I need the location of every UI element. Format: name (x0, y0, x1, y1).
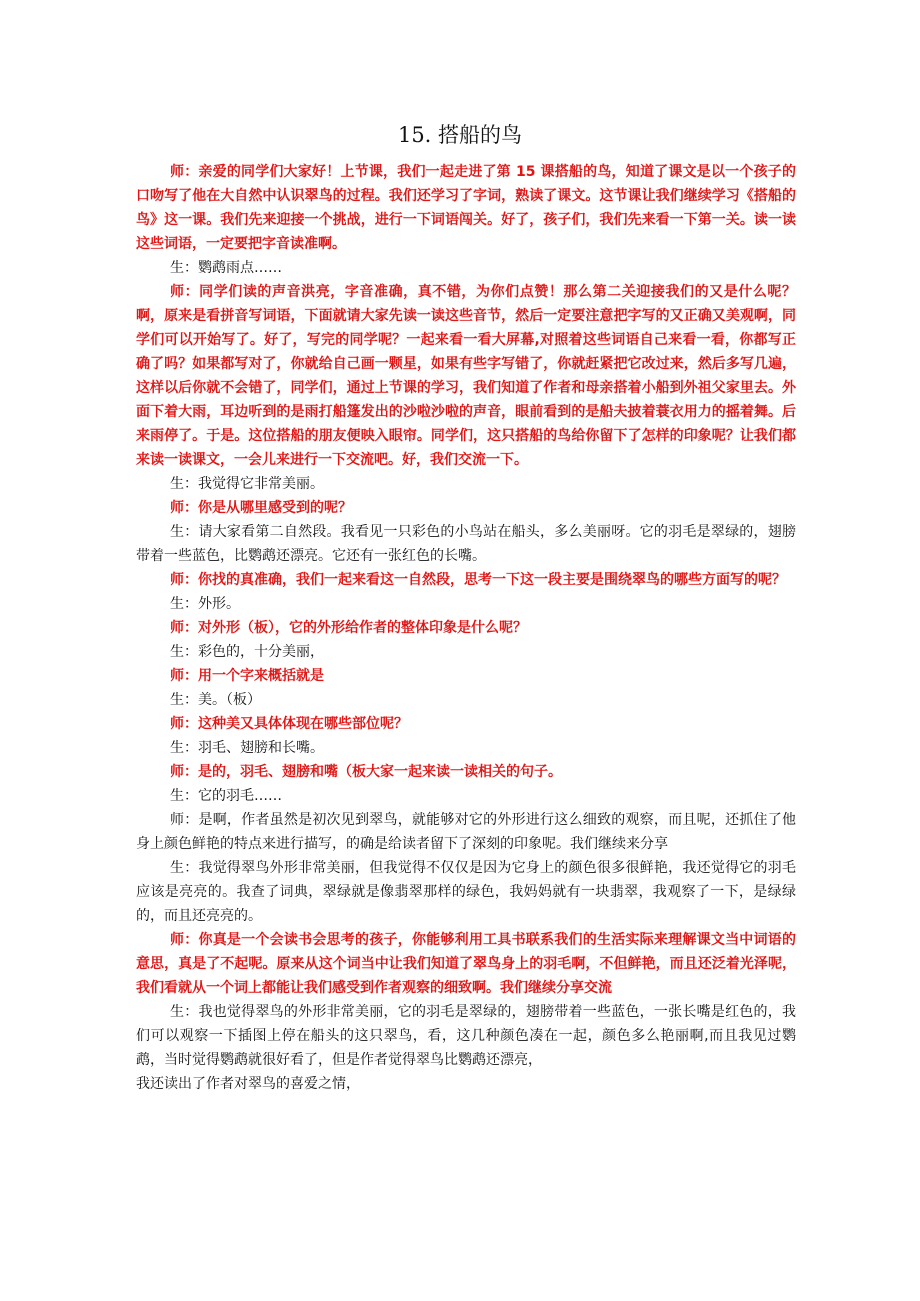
student-paragraph: 生：外形。 (170, 596, 240, 612)
teacher-paragraph: 师：你找的真准确，我们一起来看这一自然段，思考一下这一段主要是围绕翠鸟的哪些方面写的呢？ (170, 572, 786, 588)
student-paragraph: 生：美。（板） (170, 692, 261, 708)
teacher-paragraph: 师：你是从哪里感受到的呢？ (170, 500, 352, 516)
document-body (136, 160, 796, 1096)
student-paragraph: 生：羽毛、翅膀和长嘴。 (170, 740, 324, 756)
teacher-paragraph: 师：这种美又具体体现在哪些部位呢？ (170, 716, 408, 732)
student-paragraph: 我还读出了作者对翠鸟的喜爱之情， (136, 1076, 360, 1092)
student-paragraph: 师：是啊，作者虽然是初次见到翠鸟，就能够对它的外形进行这么细致的观察，而且呢，还抓住了他身上颜色鲜艳的特点来进行描写，的确是给读者留下了深刻的印象呢。我们继续来分享 (136, 812, 796, 852)
teacher-paragraph: 师：你真是一个会读书会思考的孩子，你能够利用工具书联系我们的生活实际来理解课文当中词语的意思，真是了不起呢。原来从这个词当中让我们知道了翠鸟身上的羽毛啊，不但鲜艳，而且还泛着光泽呢，我们看就从一个词上都能让我们感受到作者观察的细致啊。我们继续分享交流 (136, 932, 796, 996)
teacher-paragraph: 师：是的，羽毛、翅膀和嘴（板大家一起来读一读相关的句子。 (170, 764, 562, 780)
teacher-paragraph: 师：同学们读的声音洪亮，字音准确，真不错，为你们点赞！那么第二关迎接我们的又是什么呢？啊，原来是看拼音写词语，下面就请大家先读一读这些音节，然后一定要注意把字写的又正确又美观啊，同学们可以开始写了。好了，写完的同学呢？一起来看一看大屏幕,对照着这些词语自己来看一看，你都写正确了吗？如果都写对了，你就给自己画一颗星，如果有些字写错了，你就赶紧把它改过来，然后多写几遍，这样以后你就不会错了，同学们，通过上节课的学习，我们知道了作者和母亲搭着小船到外祖父家里去。外面下着大雨，耳边听到的是雨打船篷发出的沙啦沙啦的声音，眼前看到的是船夫披着蓑衣用力的摇着舞。后来雨停了。于是。这位搭船的朋友便映入眼帘。同学们，这只搭船的鸟给你留下了怎样的印象呢？让我们都来读一读课文，一会儿来进行一下交流吧。好，我们交流一下。 (136, 284, 796, 468)
teacher-paragraph: 师：对外形（板），它的外形给作者的整体印象是什么呢？ (170, 620, 527, 636)
student-paragraph: 生：鹦鹉雨点…… (170, 260, 282, 276)
student-paragraph: 生：我也觉得翠鸟的外形非常美丽，它的羽毛是翠绿的，翅膀带着一些蓝色，一张长嘴是红色的，我们可以观察一下插图上停在船头的这只翠鸟，看，这几种颜色凑在一起，颜色多么艳丽啊,而且我见过鹦鹉，当时觉得鹦鹉就很好看了，但是作者觉得翠鸟比鹦鹉还漂亮， (136, 1004, 796, 1068)
teacher-paragraph: 师：亲爱的同学们大家好！上节课，我们一起走进了第 15 课搭船的鸟，知道了课文是以一个孩子的口吻写了他在大自然中认识翠鸟的过程。我们还学习了字词，熟读了课文。这节课让我们继续学习《搭船的鸟》这一课。我们先来迎接一个挑战，进行一下词语闯关。好了，孩子们，我们先来看一下第一关。读一读这些词语，一定要把字音读准啊。 (136, 164, 796, 252)
teacher-paragraph: 师：用一个字来概括就是 (170, 668, 324, 684)
student-paragraph: 生：彩色的，十分美丽， (170, 644, 324, 660)
page-title: 15. 搭船的鸟 (397, 123, 523, 147)
student-paragraph: 生：我觉得翠鸟外形非常美丽，但我觉得不仅仅是因为它身上的颜色很多很鲜艳，我还觉得它的羽毛应该是亮亮的。我查了词典，翠绿就是像翡翠那样的绿色，我妈妈就有一块翡翠，我观察了一下，是绿绿的，而且还亮亮的。 (136, 860, 796, 924)
student-paragraph: 生：请大家看第二自然段。我看见一只彩色的小鸟站在船头，多么美丽呀。它的羽毛是翠绿的，翅膀带着一些蓝色，比鹦鹉还漂亮。它还有一张红色的长嘴。 (136, 524, 796, 564)
student-paragraph: 生：它的羽毛…… (170, 788, 282, 804)
student-paragraph: 生：我觉得它非常美丽。 (170, 476, 324, 492)
